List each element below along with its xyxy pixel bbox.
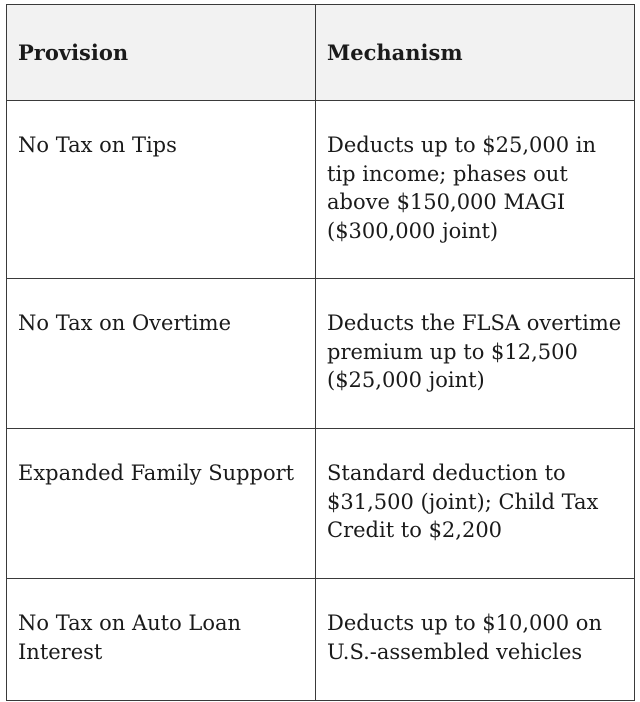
- mechanism-cell: Standard deduction to $31,500 (joint); Child Tax Credit to $2,200: [316, 429, 635, 579]
- provision-cell: Expanded Family Support: [7, 429, 316, 579]
- header-provision: Provision: [7, 5, 316, 101]
- table-row: [7, 579, 635, 701]
- provision-cell: No Tax on Auto Loan Interest: [7, 579, 316, 701]
- mechanism-cell: Deducts up to $25,000 in tip income; phases out above $150,000 MAGI ($300,000 joint): [316, 101, 635, 279]
- mechanism-cell: Deducts the FLSA overtime premium up to $12,500 ($25,000 joint): [316, 279, 635, 429]
- mechanism-cell: Deducts up to $10,000 on U.S.-assembled vehicles: [316, 579, 635, 701]
- header-mechanism: Mechanism: [316, 5, 635, 101]
- table-header-row: [7, 5, 635, 101]
- provision-cell: No Tax on Overtime: [7, 279, 316, 429]
- table-row: [7, 101, 635, 279]
- provisions-table: [6, 4, 635, 701]
- table-row: [7, 279, 635, 429]
- table-row: [7, 429, 635, 579]
- provision-cell: No Tax on Tips: [7, 101, 316, 279]
